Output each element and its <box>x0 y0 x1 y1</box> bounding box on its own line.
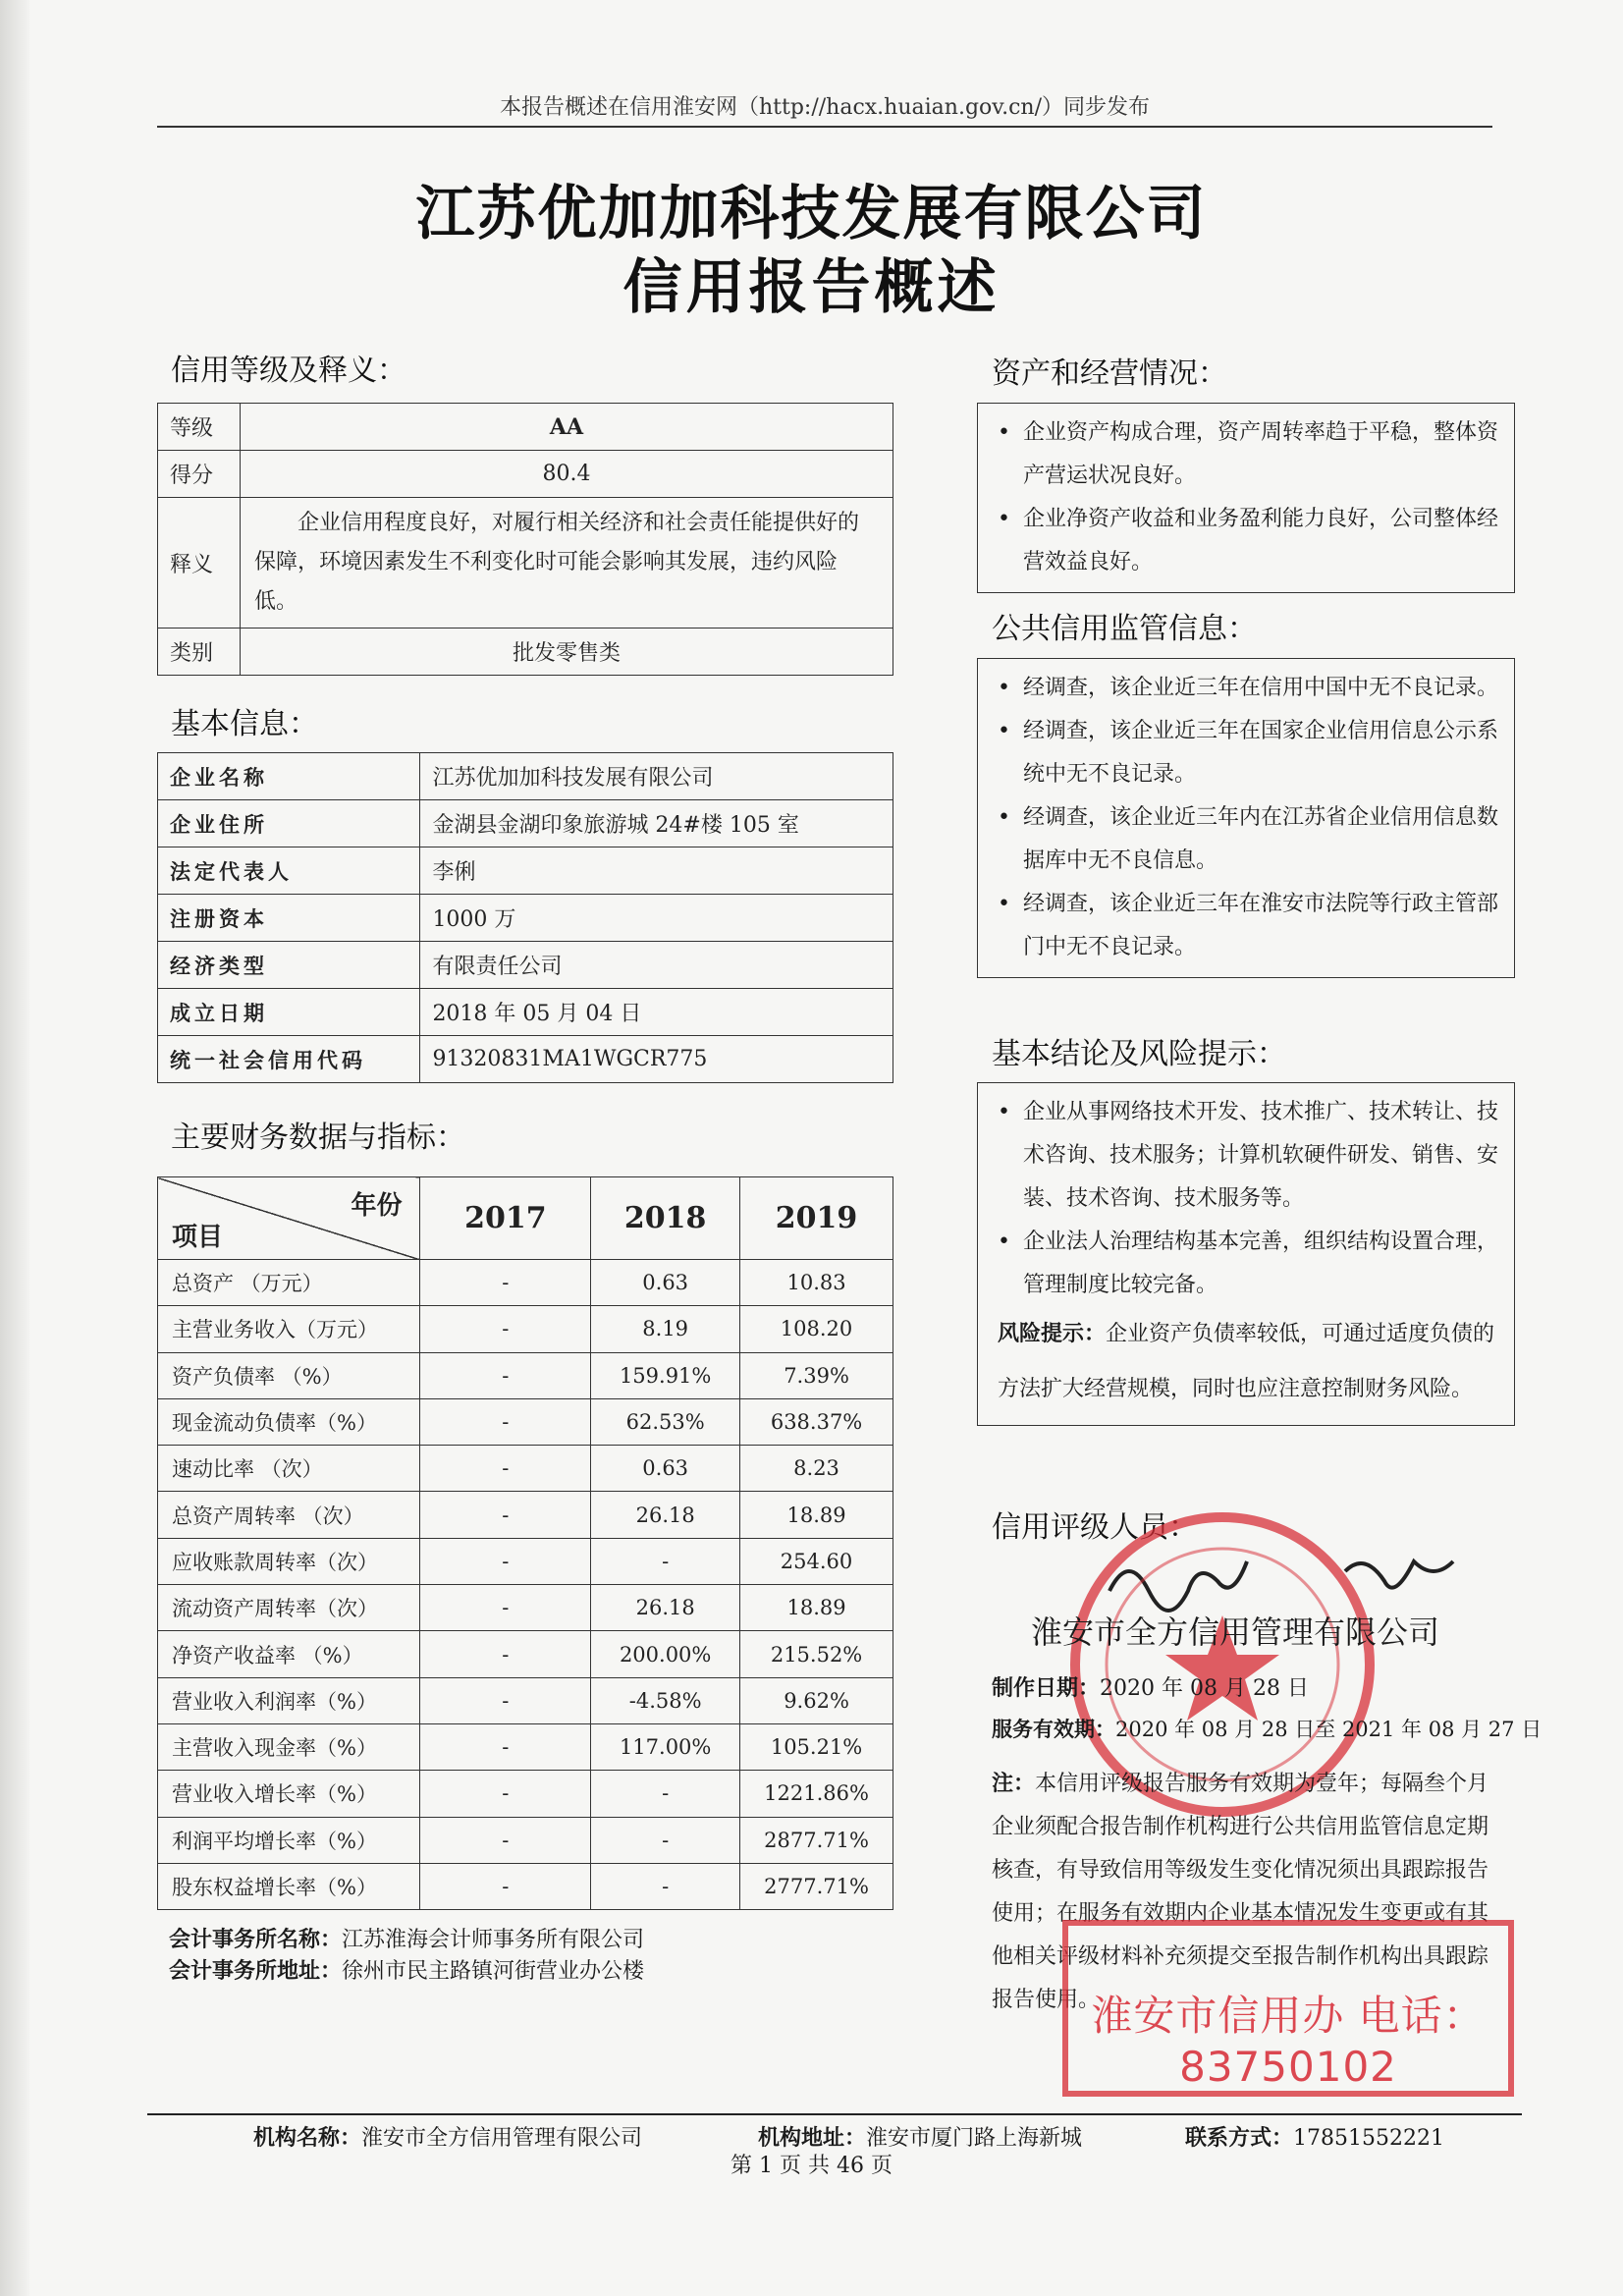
basic-info-table <box>157 752 893 1083</box>
finance-row <box>158 1352 893 1398</box>
bullet-text: 经调查，该企业近三年在淮安市法院等行政主管部门中无不良记录。 <box>1023 892 1499 959</box>
finance-row <box>158 1306 893 1352</box>
finance-item: 利润平均增长率（%） <box>158 1817 420 1863</box>
bullet-item <box>990 796 1502 883</box>
basic-info-label: 法定代表人 <box>158 847 420 895</box>
header-rule <box>157 126 1492 128</box>
bullet-item <box>990 710 1502 796</box>
grade-label: 等级 <box>158 404 241 451</box>
finance-value: 26.18 <box>591 1492 740 1538</box>
finance-row <box>158 1260 893 1306</box>
made-date-line <box>992 1671 1309 1702</box>
finance-value: - <box>420 1538 591 1584</box>
finance-value: 8.19 <box>591 1306 740 1352</box>
basic-info-value: 金湖县金湖印象旅游城 24#楼 105 室 <box>420 800 893 847</box>
finance-row <box>158 1771 893 1817</box>
finance-item: 速动比率 （次） <box>158 1446 420 1492</box>
stamp-text: 淮安市信用办 电话：83750102 <box>1091 1992 1486 2091</box>
finance-value: 18.89 <box>740 1585 893 1631</box>
bullet-dot-icon: • <box>998 892 1010 916</box>
finance-row <box>158 1817 893 1863</box>
bullet-item <box>990 883 1502 969</box>
year-header: 2018 <box>591 1177 740 1260</box>
footer-contact-label: 联系方式： <box>1185 2126 1294 2151</box>
corner-year: 年份 <box>351 1191 403 1221</box>
finance-value: 638.37% <box>740 1398 893 1445</box>
finance-value: 9.62% <box>740 1677 893 1723</box>
page-number: 第 1 页 共 46 页 <box>730 2154 893 2178</box>
finance-item: 股东权益增长率（%） <box>158 1863 420 1909</box>
finance-value: -4.58% <box>591 1677 740 1723</box>
finance-row <box>158 1677 893 1723</box>
finance-row <box>158 1585 893 1631</box>
firm-addr-line <box>169 1954 644 1985</box>
finance-value: 2877.71% <box>740 1817 893 1863</box>
basic-info-label: 企业名称 <box>158 753 420 800</box>
finance-item: 总资产周转率 （次） <box>158 1492 420 1538</box>
finance-item: 主营收入现金率（%） <box>158 1723 420 1770</box>
finance-value: - <box>420 1492 591 1538</box>
basic-info-row <box>158 989 893 1036</box>
finance-table <box>157 1176 893 1910</box>
footer-org-value: 淮安市全方信用管理有限公司 <box>361 2126 643 2151</box>
basic-info-row <box>158 847 893 895</box>
footer-addr-label: 机构地址： <box>758 2126 867 2151</box>
finance-value: - <box>420 1631 591 1677</box>
finance-value: - <box>420 1677 591 1723</box>
finance-item: 营业收入利润率（%） <box>158 1677 420 1723</box>
basic-heading: 基本信息： <box>171 707 318 741</box>
finance-value: - <box>420 1446 591 1492</box>
finance-value: - <box>591 1771 740 1817</box>
raters-heading: 信用评级人员： <box>992 1510 1198 1545</box>
risk-label: 风险提示： <box>998 1322 1107 1346</box>
bullet-text: 企业从事网络技术开发、技术推广、技术转让、技术咨询、技术服务；计算机软硬件研发、销售、安装、技术咨询、技术服务等。 <box>1023 1100 1499 1211</box>
finance-row <box>158 1446 893 1492</box>
finance-value: - <box>420 1817 591 1863</box>
year-header: 2019 <box>740 1177 893 1260</box>
public-heading: 公共信用监管信息： <box>992 612 1257 646</box>
finance-value: 0.63 <box>591 1260 740 1306</box>
basic-info-label: 企业住所 <box>158 800 420 847</box>
category-value: 批发零售类 <box>240 629 893 676</box>
bullet-dot-icon: • <box>998 805 1010 830</box>
finance-heading: 主要财务数据与指标： <box>171 1121 465 1155</box>
bullet-dot-icon: • <box>998 1230 1010 1254</box>
grade-value: AA <box>240 404 893 451</box>
finance-value: - <box>420 1585 591 1631</box>
firm-addr-label: 会计事务所地址： <box>169 1959 343 1984</box>
finance-value: - <box>591 1538 740 1584</box>
basic-info-value: 91320831MA1WGCR775 <box>420 1036 893 1083</box>
firm-name: 江苏淮海会计师事务所有限公司 <box>342 1928 645 1952</box>
bullet-dot-icon: • <box>998 719 1010 743</box>
finance-item: 资产负债率 （%） <box>158 1352 420 1398</box>
bullet-item <box>990 1221 1502 1307</box>
footer-rule <box>147 2113 1522 2115</box>
note-label: 注： <box>992 1772 1036 1796</box>
footer-contact <box>1185 2121 1444 2152</box>
corner-item: 项目 <box>172 1223 224 1252</box>
firm-name-label: 会计事务所名称： <box>169 1928 343 1952</box>
basic-info-row <box>158 942 893 989</box>
grade-table <box>157 403 893 676</box>
category-label: 类别 <box>158 629 241 676</box>
finance-value: 215.52% <box>740 1631 893 1677</box>
binding-shadow <box>0 0 29 2296</box>
finance-value: 2777.71% <box>740 1863 893 1909</box>
header-note: 本报告概述在信用淮安网（http://hacx.huaian.gov.cn/）同步发布 <box>500 95 1150 120</box>
basic-info-value: 1000 万 <box>420 895 893 942</box>
company-title: 江苏优加加科技发展有限公司 <box>415 180 1208 248</box>
public-box <box>977 658 1515 978</box>
bullet-item <box>990 1091 1502 1221</box>
finance-value: - <box>591 1863 740 1909</box>
basic-info-label: 统一社会信用代码 <box>158 1036 420 1083</box>
meaning-label: 释义 <box>158 498 241 629</box>
finance-value: 26.18 <box>591 1585 740 1631</box>
bullet-text: 经调查，该企业近三年在信用中国中无不良记录。 <box>1023 676 1499 700</box>
finance-value: 159.91% <box>591 1352 740 1398</box>
finance-row <box>158 1398 893 1445</box>
bullet-dot-icon: • <box>998 676 1010 700</box>
basic-info-label: 注册资本 <box>158 895 420 942</box>
basic-info-value: 有限责任公司 <box>420 942 893 989</box>
finance-value: 10.83 <box>740 1260 893 1306</box>
valid-line <box>992 1714 1542 1743</box>
bullet-dot-icon: • <box>998 507 1010 531</box>
finance-row <box>158 1492 893 1538</box>
conclusion-box <box>977 1082 1515 1426</box>
bullet-item <box>990 411 1502 498</box>
finance-row <box>158 1538 893 1584</box>
finance-value: 7.39% <box>740 1352 893 1398</box>
footer-org-label: 机构名称： <box>253 2126 362 2151</box>
made-label: 制作日期： <box>992 1676 1101 1701</box>
finance-value: - <box>420 1863 591 1909</box>
basic-info-value: 江苏优加加科技发展有限公司 <box>420 753 893 800</box>
finance-value: 8.23 <box>740 1446 893 1492</box>
finance-corner <box>158 1177 420 1260</box>
finance-value: 18.89 <box>740 1492 893 1538</box>
footer-contact-value: 17851552221 <box>1293 2126 1444 2151</box>
footer-addr-value: 淮安市厦门路上海新城 <box>866 2126 1083 2151</box>
basic-info-row <box>158 753 893 800</box>
finance-value: - <box>420 1306 591 1352</box>
note-text: 本信用评级报告服务有效期为壹年；每隔叁个月企业须配合报告制作机构进行公共信用监管信息定期核查，有导致信用等级发生变化情况须出具跟踪报告使用；在服务有效期内企业基本情况发生变更或有其他相关评级材料补充须提交至报告制作机构出具跟踪报告使用。 <box>992 1772 1489 2012</box>
rating-org: 淮安市全方信用管理有限公司 <box>1031 1613 1440 1651</box>
score-label: 得分 <box>158 451 241 498</box>
finance-row <box>158 1631 893 1677</box>
finance-value: 0.63 <box>591 1446 740 1492</box>
bullet-text: 经调查，该企业近三年内在江苏省企业信用信息数据库中无不良信息。 <box>1023 805 1499 873</box>
finance-value: - <box>420 1260 591 1306</box>
valid-range: 2020 年 08 月 28 日至 2021 年 08 月 27 日 <box>1115 1718 1542 1741</box>
finance-value: - <box>420 1352 591 1398</box>
finance-item: 主营业务收入（万元） <box>158 1306 420 1352</box>
bullet-text: 企业净资产收益和业务盈利能力良好，公司整体经营效益良好。 <box>1023 507 1499 574</box>
basic-info-row <box>158 1036 893 1083</box>
bullet-text: 企业法人治理结构基本完善，组织结构设置合理，管理制度比较完备。 <box>1023 1230 1499 1297</box>
footer-org <box>253 2121 642 2152</box>
footer-addr <box>758 2121 1082 2152</box>
bullet-dot-icon: • <box>998 1100 1010 1124</box>
finance-item: 流动资产周转率（次） <box>158 1585 420 1631</box>
bullet-item <box>990 498 1502 584</box>
bullet-text: 经调查，该企业近三年在国家企业信用信息公示系统中无不良记录。 <box>1023 719 1499 787</box>
firm-addr: 徐州市民主路镇河街营业办公楼 <box>342 1959 645 1984</box>
basic-info-row <box>158 895 893 942</box>
bullet-item <box>990 667 1502 710</box>
finance-value: 1221.86% <box>740 1771 893 1817</box>
finance-item: 净资产收益率 （%） <box>158 1631 420 1677</box>
finance-value: 117.00% <box>591 1723 740 1770</box>
report-title: 信用报告概述 <box>622 253 1001 322</box>
finance-value: - <box>591 1817 740 1863</box>
risk-text: 企业资产负债率较低，可通过适度负债的方法扩大经营规模，同时也应注意控制财务风险。 <box>998 1322 1495 1401</box>
made-date: 2020 年 08 月 28 日 <box>1100 1676 1309 1701</box>
risk-note <box>990 1307 1502 1417</box>
score-value: 80.4 <box>240 451 893 498</box>
valid-label: 服务有效期： <box>992 1718 1115 1741</box>
finance-row <box>158 1723 893 1770</box>
finance-value: 200.00% <box>591 1631 740 1677</box>
finance-item: 现金流动负债率（%） <box>158 1398 420 1445</box>
finance-value: 108.20 <box>740 1306 893 1352</box>
conclusion-heading: 基本结论及风险提示： <box>992 1037 1286 1071</box>
finance-value: - <box>420 1771 591 1817</box>
basic-info-label: 成立日期 <box>158 989 420 1036</box>
finance-value: 105.21% <box>740 1723 893 1770</box>
finance-item: 营业收入增长率（%） <box>158 1771 420 1817</box>
finance-row <box>158 1863 893 1909</box>
finance-item: 总资产 （万元） <box>158 1260 420 1306</box>
basic-info-label: 经济类型 <box>158 942 420 989</box>
year-header: 2017 <box>420 1177 591 1260</box>
finance-value: - <box>420 1398 591 1445</box>
firm-name-line <box>169 1923 644 1953</box>
grade-heading: 信用等级及释义： <box>171 354 406 388</box>
finance-item: 应收账款周转率（次） <box>158 1538 420 1584</box>
finance-value: 62.53% <box>591 1398 740 1445</box>
assets-heading: 资产和经营情况： <box>992 356 1227 391</box>
basic-info-value: 李俐 <box>420 847 893 895</box>
basic-info-row <box>158 800 893 847</box>
assets-box <box>977 403 1515 593</box>
meaning-value: 企业信用程度良好，对履行相关经济和社会责任能提供好的保障，环境因素发生不利变化时可能会影响其发展，违约风险低。 <box>240 498 893 629</box>
finance-value: 254.60 <box>740 1538 893 1584</box>
basic-info-value: 2018 年 05 月 04 日 <box>420 989 893 1036</box>
bullet-dot-icon: • <box>998 420 1010 445</box>
bullet-text: 企业资产构成合理，资产周转率趋于平稳，整体资产营运状况良好。 <box>1023 420 1499 488</box>
finance-value: - <box>420 1723 591 1770</box>
